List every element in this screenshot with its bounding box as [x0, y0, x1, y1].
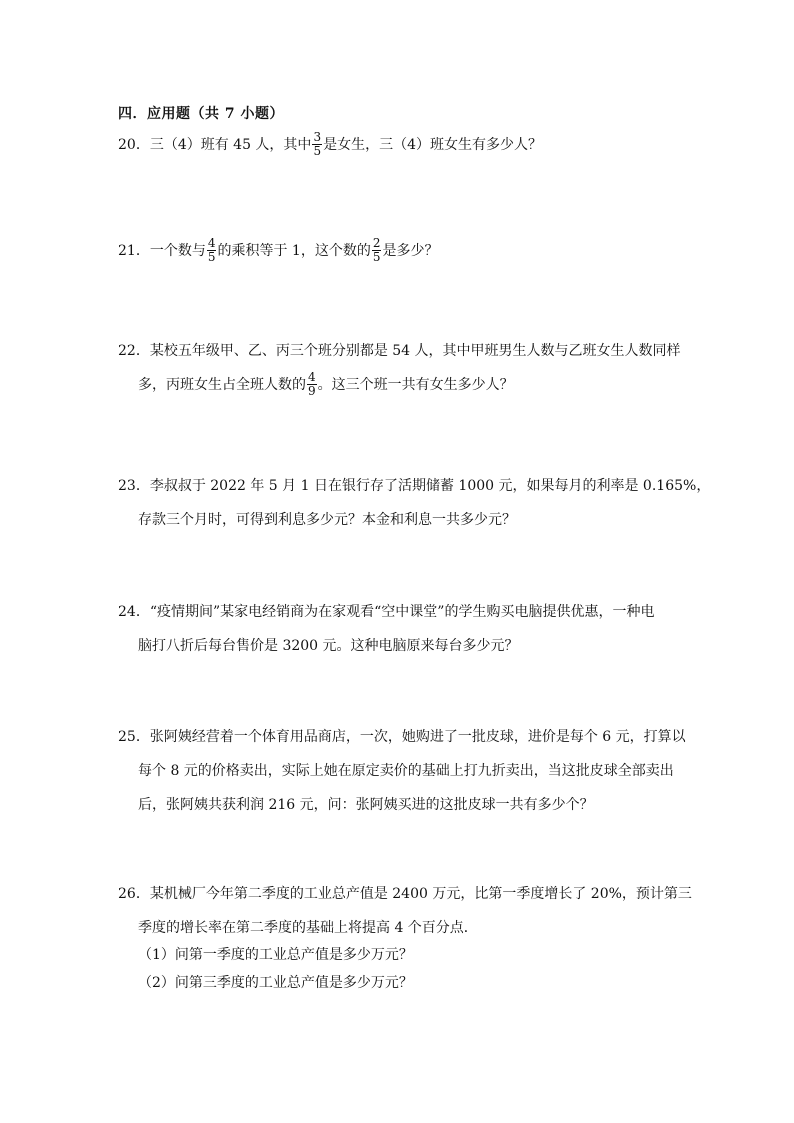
question-text: 21．一个数与 — [118, 243, 206, 259]
question-20 — [118, 128, 678, 162]
question-text: 25．张阿姨经营着一个体育用品商店，一次，她购进了一批皮球，进价是每个 6 元，打算以 — [118, 729, 686, 745]
section-title: 四．应用题（共 7 小题） — [118, 106, 284, 122]
question-text: 的乘积等于 1，这个数的 — [217, 243, 371, 259]
question-text: 后，张阿姨共获利润 216 元，问：张阿姨买进的这批皮球一共有多少个？ — [138, 797, 594, 813]
question-text: 24．“疫情期间”某家电经销商为在家观看“空中课堂”的学生购买电脑提供优惠，一种电 — [118, 604, 655, 620]
question-23 — [118, 469, 711, 537]
question-22 — [118, 334, 681, 402]
question-text: 季度的增长率在第二季度的基础上将提高 4 个百分点． — [138, 920, 478, 936]
sub-question-2: （2）问第三季度的工业总产值是多少万元？ — [138, 975, 413, 991]
question-26 — [118, 877, 692, 945]
fraction: $\frac{2}{5}$ — [372, 235, 381, 264]
question-text: 。这三个班一共有女生多少人？ — [317, 377, 514, 393]
question-text: 脑打八折后每台售价是 3200 元。这种电脑原来每台多少元？ — [138, 638, 519, 654]
question-text: 20．三（4）班有 45 人，其中 — [118, 137, 312, 153]
question-text: 22．某校五年级甲、乙、丙三个班分别都是 54 人，其中甲班男生人数与乙班女生人数同样 — [118, 343, 681, 359]
fraction: $\frac{4}{9}$ — [308, 369, 316, 398]
sub-question-1: （1）问第一季度的工业总产值是多少万元？ — [138, 947, 413, 963]
fraction: $\frac{4}{5}$ — [207, 235, 216, 264]
question-text: 是女生，三（4）班女生有多少人？ — [323, 137, 542, 153]
question-21 — [118, 234, 678, 268]
question-text: 每个 8 元的价格卖出，实际上她在原定卖价的基础上打九折卖出，当这批皮球全部卖出 — [138, 763, 674, 779]
fraction: $\frac{3}{5}$ — [313, 129, 322, 158]
question-text: 多，丙班女生占全班人数的 — [138, 377, 306, 393]
question-24 — [118, 595, 678, 663]
question-text: 存款三个月时，可得到利息多少元？本金和利息一共多少元？ — [138, 512, 516, 528]
question-text: 是多少？ — [382, 243, 439, 259]
question-25 — [118, 720, 686, 822]
question-text: 23．李叔叔于 2022 年 5 月 1 日在银行存了活期储蓄 1000 元，如果每月的利率是 0.165%， — [118, 478, 711, 494]
question-text: 26．某机械厂今年第二季度的工业总产值是 2400 万元，比第一季度增长了 20%，预计第三 — [118, 886, 692, 902]
